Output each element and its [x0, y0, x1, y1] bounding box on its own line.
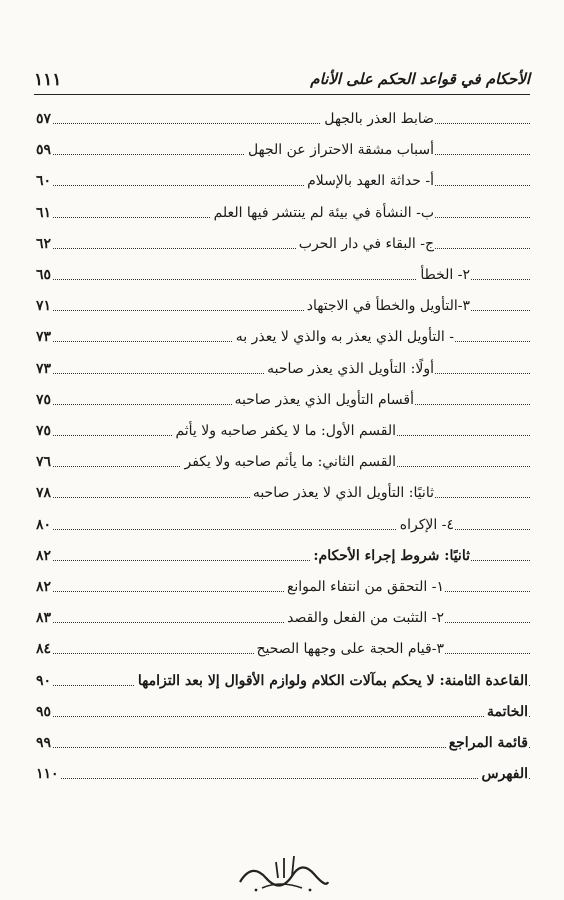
leader-dots [36, 716, 530, 717]
toc-entry-title: ج- البقاء في دار الحرب [296, 233, 434, 255]
toc-entry-page: ٥٧ [36, 108, 53, 130]
toc-entry [36, 514, 530, 540]
toc-entry-title: القسم الثاني: ما يأثم صاحبه ولا يكفر [181, 451, 396, 473]
toc-entry-page: ٥٩ [36, 139, 53, 161]
toc-entry-page: ٦٢ [36, 233, 53, 255]
toc-entry [36, 607, 530, 633]
toc-entry-page: ٩٥ [36, 701, 53, 723]
toc-entry [36, 202, 530, 228]
toc-entry-page: ٩٩ [36, 732, 53, 754]
toc-entry-page: ٨٢ [36, 545, 53, 567]
toc-entry-title: قائمة المراجع [446, 732, 528, 754]
toc-entry [36, 108, 530, 134]
toc-entry-title: ٢- التثبت من الفعل والقصد [284, 607, 444, 629]
toc-entry [36, 763, 530, 789]
toc-entry-page: ٧٥ [36, 420, 53, 442]
toc-entry-page: ٨٣ [36, 607, 53, 629]
header-divider [34, 94, 530, 95]
toc-entry-title: الفهرس [478, 763, 528, 785]
toc-entry [36, 545, 530, 571]
toc-entry-page: ٩٠ [36, 670, 53, 692]
toc-entry-page: ٦٥ [36, 264, 53, 286]
toc-entry [36, 264, 530, 290]
toc-entry-title: ب- النشأة في بيئة لم ينتشر فيها العلم [211, 202, 434, 224]
signature-calligraphy [232, 852, 332, 894]
toc-entry-page: ٧٥ [36, 389, 53, 411]
leader-dots [36, 622, 530, 623]
leader-dots [36, 123, 530, 124]
toc-entry-page: ١١٠ [36, 763, 61, 785]
toc-entry [36, 732, 530, 758]
toc-entry-page: ٧١ [36, 295, 53, 317]
toc-entry-title: - التأويل الذي يعذر به والذي لا يعذر به [233, 326, 454, 348]
page-number: ١١١ [34, 70, 62, 90]
toc-entry [36, 576, 530, 602]
leader-dots [36, 529, 530, 530]
toc-entry-title: أقسام التأويل الذي يعذر صاحبه [232, 389, 414, 411]
toc-entry-page: ٨٢ [36, 576, 53, 598]
toc-entry-title: ٣-التأويل والخطأ في الاجتهاد [304, 295, 470, 317]
toc-entry-page: ٧٦ [36, 451, 53, 473]
toc-entry [36, 358, 530, 384]
toc-entry-page: ٧٨ [36, 482, 53, 504]
toc-entry-page: ٧٣ [36, 326, 53, 348]
running-header-title: الأحكام في قواعد الحكم على الأنام [310, 70, 530, 88]
toc-entry-title: ٣-قيام الحجة على وجهها الصحيح [254, 638, 445, 660]
toc-entry [36, 420, 530, 446]
toc-entry-page: ٧٣ [36, 358, 53, 380]
toc-entry-title: القاعدة الثامنة: لا يحكم بمآلات الكلام ولوازم الأقوال إلا بعد التزامها [135, 670, 528, 692]
toc-entry [36, 482, 530, 508]
toc-entry-title: ٢- الخطأ [417, 264, 470, 286]
toc-entry-title: ثانيًا: التأويل الذي لا يعذر صاحبه [250, 482, 434, 504]
toc-entry-page: ٨٤ [36, 638, 53, 660]
toc-entry [36, 701, 530, 727]
toc-entry [36, 233, 530, 259]
toc-entry-title: أولًا: التأويل الذي يعذر صاحبه [264, 358, 434, 380]
page-header [34, 64, 530, 100]
toc-entry [36, 451, 530, 477]
toc-entry-title: أ- حداثة العهد بالإسلام [304, 170, 434, 192]
toc-entry [36, 139, 530, 165]
toc-entry-title: القسم الأول: ما لا يكفر صاحبه ولا يأثم [172, 420, 396, 442]
toc-entry [36, 638, 530, 664]
toc-entry [36, 295, 530, 321]
leader-dots [36, 248, 530, 249]
toc-entry [36, 670, 530, 696]
toc-entry [36, 326, 530, 352]
toc-entry-title: أسباب مشقة الاحتراز عن الجهل [245, 139, 434, 161]
toc-entry-title: ١- التحقق من انتفاء الموانع [284, 576, 444, 598]
toc-entry-page: ٨٠ [36, 514, 53, 536]
toc-entry [36, 389, 530, 415]
toc-entry-title: ضابط العذر بالجهل [321, 108, 434, 130]
toc-entry-page: ٦١ [36, 202, 53, 224]
toc-entry-title: الخاتمة [484, 701, 528, 723]
toc-entry-page: ٦٠ [36, 170, 53, 192]
toc-entry [36, 170, 530, 196]
leader-dots [36, 778, 530, 779]
toc-entry-title: ثانيًا: شروط إجراء الأحكام: [310, 545, 470, 567]
toc-entry-title: ٤- الإكراه [397, 514, 454, 536]
leader-dots [36, 185, 530, 186]
